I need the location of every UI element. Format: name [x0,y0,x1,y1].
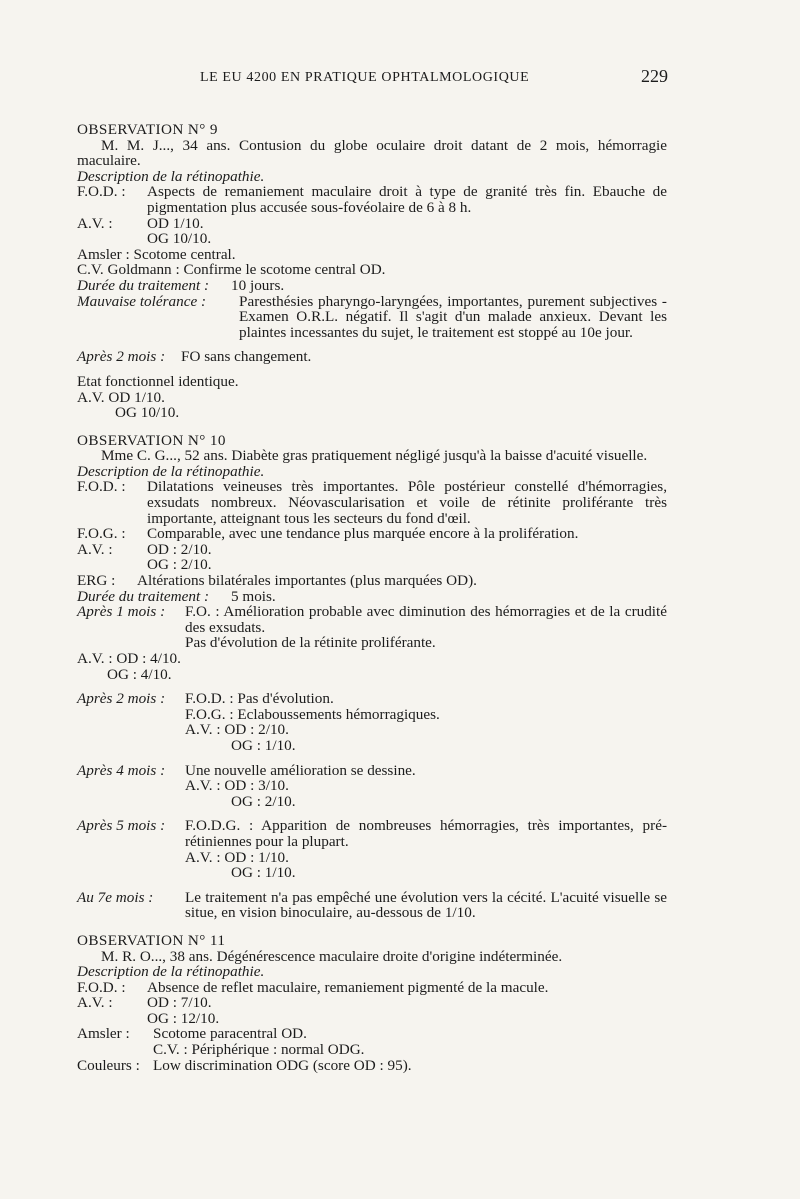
duree-value: 5 mois. [231,587,276,605]
observation-10-apres-4-mois-av-og: OG : 2/10. [231,792,296,810]
observation-11-av-og: OG : 12/10. [147,1009,220,1027]
apres-1-mois-label: Après 1 mois : [77,603,166,621]
couleurs-text: Low discrimination ODG (score OD : 95). [153,1056,412,1074]
au-7e-mois-label: Au 7e mois : [77,888,154,906]
fod-text: Absence de reflet maculaire, remaniement pigmenté de la macule. [147,978,549,996]
observation-9-intro: M. M. J..., 34 ans. Contusion du globe oculaire droit datant de 2 mois, hémorragie maculaire. [77,136,667,170]
apres-5-mois-text: F.O.D.G. : Apparition de nombreuses hémorragies, très importantes, pré-rétiniennes pour la plupart. [185,817,667,850]
amsler-text: Scotome paracentral OD. [153,1025,307,1043]
observation-9-av2-od: A.V. OD 1/10. [77,388,165,406]
av-label: A.V. : [77,214,113,232]
observation-10-apres-1-mois [77,604,667,635]
fod-label: F.O.D. : [77,978,126,996]
observation-10-av-og: OG : 2/10. [147,556,212,574]
observation-9-description-heading: Description de la rétinopathie. [77,167,265,185]
observation-10-fog [77,526,667,542]
observation-9-fod [77,184,667,215]
observation-10-fod [77,479,667,526]
observation-9-av2-og: OG 10/10. [115,404,180,422]
fog-text: Comparable, avec une tendance plus marquée encore à la prolifération. [147,525,579,543]
observation-11-description-heading: Description de la rétinopathie. [77,963,265,981]
observation-9-tolerance [77,294,667,341]
observation-10-au-7e-mois [77,890,667,921]
amsler-label: Amsler : [77,1025,130,1043]
apres-4-mois-text: Une nouvelle amélioration se dessine. [185,761,416,779]
observation-10-apres-1-mois-text2: Pas d'évolution de la rétinite proliférante. [185,634,436,652]
apres-2-mois-fod: F.O.D. : Pas d'évolution. [185,690,334,708]
tolerance-label: Mauvaise tolérance : [77,292,207,310]
observation-10-apres-5-mois-av-og: OG : 1/10. [231,864,296,882]
observation-10-apres-1-mois-av-od: A.V. : OD : 4/10. [77,650,181,667]
au-7e-mois-text: Le traitement n'a pas empêché une évolution vers la cécité. L'acuité visuelle se situe, en vision binoculaire, au-dessous de 1/10. [185,888,667,922]
erg-text: Altérations bilatérales importantes (plus marquées OD). [137,572,477,590]
fod-label: F.O.D. : [77,183,126,201]
observation-10-apres-5-mois-av-od: A.V. : OD : 1/10. [185,848,289,866]
observation-9-apres-2-mois [77,349,667,365]
observation-9-av [77,216,667,232]
observation-10-apres-5-mois [77,818,667,849]
observation-10-apres-2-mois-av-og: OG : 1/10. [231,736,296,754]
apres-5-mois-label: Après 5 mois : [77,817,166,835]
fod-label: F.O.D. : [77,478,126,496]
erg-label: ERG : [77,572,116,590]
observation-10-description-heading: Description de la rétinopathie. [77,462,265,480]
apres-2-mois-text: FO sans changement. [181,348,312,366]
observation-9-amsler: Amsler : Scotome central. [77,245,236,263]
observation-10-duree [77,589,667,605]
duree-label: Durée du traitement : [77,587,210,605]
apres-2-mois-label: Après 2 mois : [77,348,166,366]
observation-10-apres-1-mois-av-og: OG : 4/10. [107,665,172,683]
observation-9-etat: Etat fonctionnel identique. [77,372,239,390]
duree-label: Durée du traitement : [77,276,210,294]
page-body [77,122,667,1073]
observation-10-intro: Mme C. G..., 52 ans. Diabète gras pratiquement négligé jusqu'à la baisse d'acuité visuelle. [101,447,648,465]
observation-10-apres-2-mois-av-od: A.V. : OD : 2/10. [185,721,289,739]
av-od: OD : 2/10. [147,540,212,558]
av-label: A.V. : [77,994,113,1012]
observation-10-erg [77,573,667,589]
duree-value: 10 jours. [231,276,285,294]
av-label: A.V. : [77,540,113,558]
page-number: 229 [641,66,668,86]
fod-text: Dilatations veineuses très importantes. Pôle postérieur constellé d'hémorragies, exsudats nombreux. Néovascularisation et voile de rétinite proliférante très importante, atteignant tous les secteurs du fond d'œil. [147,478,667,527]
observation-9-title: OBSERVATION N° 9 [77,121,218,138]
observation-11-av [77,995,667,1011]
fod-text: Aspects de remaniement maculaire droit à type de granité très fin. Ebauche de pigmentation plus accusée sous-fovéolaire de 6 à 8 h. [147,183,667,216]
tolerance-text: Paresthésies pharyngo-laryngées, importantes, purement subjectives - Examen O.R.L. négatif. Il s'agit d'un malade anxieux. Devant les plaintes incessantes du sujet, le traitement est stoppé au 10e jour. [239,292,667,341]
apres-1-mois-text: F.O. : Amélioration probable avec diminution des hémorragies et de la crudité des exsudats. [185,603,667,636]
couleurs-label: Couleurs : [77,1056,140,1074]
page-header [0,66,800,94]
fog-label: F.O.G. : [77,525,126,543]
observation-10-title: OBSERVATION N° 10 [77,431,226,449]
observation-10-av [77,542,667,558]
observation-11-intro: M. R. O..., 38 ans. Dégénérescence maculaire droite d'origine indéterminée. [101,947,563,965]
observation-10-apres-2-mois-fog: F.O.G. : Eclaboussements hémorragiques. [185,705,440,723]
observation-11-cv: C.V. : Périphérique : normal ODG. [153,1041,365,1059]
observation-11-couleurs [77,1058,667,1074]
observation-11-amsler [77,1026,667,1042]
observation-9-cv: C.V. Goldmann : Confirme le scotome central OD. [77,261,386,279]
av-od: OD : 7/10. [147,994,212,1012]
observation-10-apres-2-mois [77,691,667,707]
observation-9-av-og: OG 10/10. [147,230,212,248]
running-title: LE EU 4200 EN PRATIQUE OPHTALMOLOGIQUE [200,70,530,85]
observation-10-apres-4-mois [77,763,667,779]
observation-11-fod [77,980,667,996]
observation-10-apres-4-mois-av-od: A.V. : OD : 3/10. [185,777,289,795]
apres-4-mois-label: Après 4 mois : [77,761,166,779]
av-od: OD 1/10. [147,214,204,232]
apres-2-mois-label: Après 2 mois : [77,690,166,708]
observation-11-title: OBSERVATION N° 11 [77,931,226,949]
observation-9-duree [77,278,667,294]
